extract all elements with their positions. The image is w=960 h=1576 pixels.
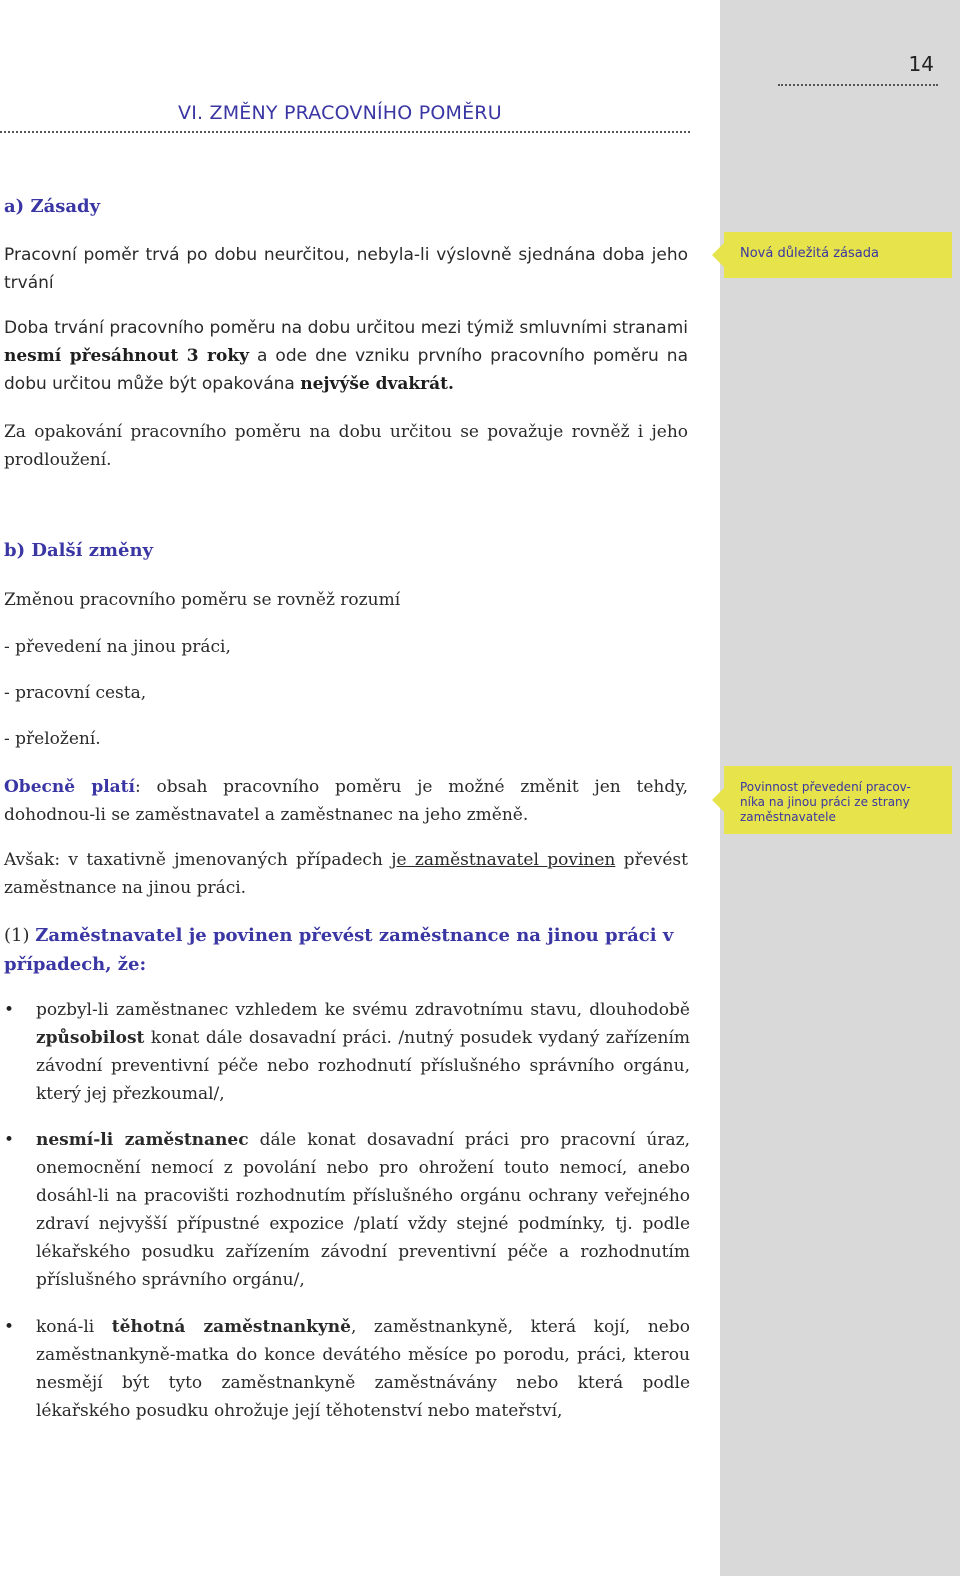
page-number: 14	[778, 52, 938, 86]
avsak-text-b: převést zaměstnance na jinou práci.	[4, 850, 688, 898]
sidebar-note-principle: Nová důležitá zásada	[724, 232, 952, 278]
bullet-text	[36, 1126, 690, 1294]
list-item-relocation: - přeložení.	[4, 729, 101, 749]
p2-text-c: a ode dne vzniku prvního pracovního poměru na dobu určitou může být opakována	[4, 346, 688, 394]
sidebar-note-transfer-duty: Povinnost převedení pracov- níka na jinou práci ze strany zaměstnavatele	[724, 766, 952, 834]
bullet-bold: nesmí-li zaměstnanec	[36, 1130, 249, 1150]
chapter-title: VI. ZMĚNY PRACOVNÍHO POMĚRU	[178, 102, 502, 124]
section-b-heading: b) Další změny	[4, 540, 153, 561]
section-a-paragraph-2	[4, 314, 688, 398]
avsak-paragraph	[4, 846, 688, 902]
bullet-pre: koná-li	[36, 1317, 112, 1337]
duty-heading-text: Zaměstnavatel je povinen převést zaměstnance na jinou práci v případech, že:	[4, 925, 674, 975]
bullet-bold: způsobilost	[36, 1028, 145, 1048]
section-a-heading: a) Zásady	[4, 196, 101, 217]
duty-heading	[4, 921, 688, 979]
avsak-text-a: Avšak: v taxativně jmenovaných případech	[4, 850, 392, 870]
duty-number: (1)	[4, 925, 36, 946]
bullet-post: , zaměstnankyně, která kojí, nebo zaměstnankyně-matka do konce devátého měsíce po porodu, práci, kterou nesmějí být tyto zaměstnankyně zaměstnávány nebo která podle lékařského posudku ohrožuje její těhotenství nebo mateřství,	[36, 1317, 690, 1421]
list-item-transfer: - převedení na jinou práci,	[4, 637, 231, 657]
general-rule-paragraph	[4, 773, 688, 829]
general-rule-lead: Obecně platí	[4, 777, 135, 797]
section-b-intro: Změnou pracovního poměru se rovněž rozumí	[4, 590, 401, 610]
bullet-text	[36, 996, 690, 1108]
p2-text-a: Doba trvání pracovního poměru na dobu určitou mezi týmiž smluvními stranami	[4, 318, 688, 338]
bullet-pre: pozbyl-li zaměstnanec vzhledem ke svému zdravotnímu stavu, dlouhodobě	[36, 1000, 690, 1020]
bullet-icon: •	[4, 1000, 15, 1020]
chapter-divider	[0, 131, 690, 133]
avsak-underlined: je zaměstnavatel povinen	[391, 850, 616, 870]
p2-bold-limit: nesmí přesáhnout 3 roky	[4, 346, 250, 366]
bullet-post: konat dále dosavadní práci. /nutný posudek vydaný zařízením závodní preventivní péče nebo rozhodnutí příslušného správního orgánu, který jej přezkoumal/,	[36, 1028, 690, 1104]
section-a-paragraph-3: Za opakování pracovního poměru na dobu určitou se považuje rovněž i jeho prodloužení.	[4, 422, 688, 470]
p2-bold-twice: nejvýše dvakrát.	[300, 374, 454, 394]
bullet-post: dále konat dosavadní práci pro pracovní úraz, onemocnění nemocí z povolání nebo pro ohrožení touto nemocí, anebo dosáhl-li na pracovišti rozhodnutím příslušného orgánu ochrany veřejného zdraví nejvyšší přípustné expozice /platí vždy stejné podmínky, tj. podle lékařského posudku zařízením závodní preventivní péče a rozhodnutím příslušného správního orgánu/,	[36, 1130, 690, 1290]
list-item-business-trip: - pracovní cesta,	[4, 683, 147, 703]
bullet-icon: •	[4, 1317, 15, 1337]
bullet-icon: •	[4, 1130, 15, 1150]
section-a-paragraph-1: Pracovní poměr trvá po dobu neurčitou, nebyla-li výslovně sjednána doba jeho trvání	[4, 245, 688, 293]
general-rule-text: : obsah pracovního poměru je možné změnit jen tehdy, dohodnou-li se zaměstnavatel a zaměstnanec na jeho změně.	[4, 777, 688, 825]
bullet-text	[36, 1313, 690, 1425]
bullet-bold: těhotná zaměstnankyně	[111, 1317, 351, 1337]
